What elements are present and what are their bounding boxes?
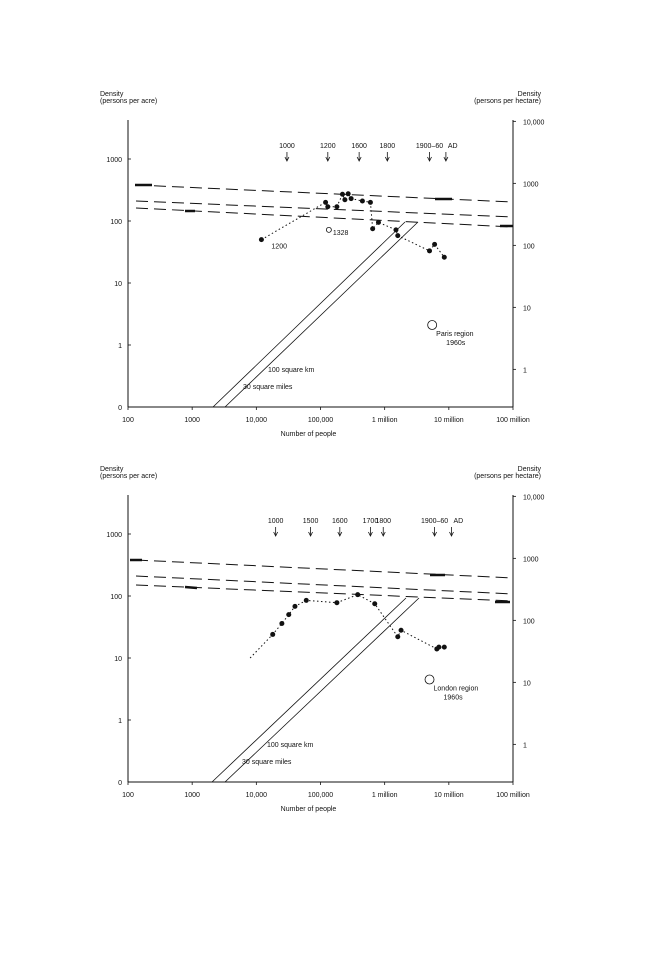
data-point	[342, 197, 347, 202]
date-label-ad: AD	[447, 143, 458, 150]
y-axis-left-label: Density	[100, 466, 124, 473]
x-tick-label: 100	[122, 417, 134, 424]
y-axis-left-unit: (persons per acre)	[100, 98, 158, 105]
y-right-tick-label: 1	[523, 367, 527, 375]
data-point	[340, 192, 345, 197]
x-tick-label: 1 million	[371, 792, 398, 799]
x-tick-label: 100 million	[496, 417, 530, 424]
data-point	[325, 204, 330, 209]
x-tick-label: 100,000	[307, 792, 334, 799]
y-axis-right-label: Density	[517, 466, 541, 473]
density-dashed-line	[136, 560, 513, 578]
density-dashed-line	[136, 185, 513, 202]
x-tick-label: 1000	[184, 792, 200, 799]
data-point	[395, 233, 400, 238]
y-left-tick-label: 10	[114, 656, 122, 663]
data-point	[334, 204, 339, 209]
date-label: 1900–60	[420, 518, 449, 525]
x-tick-label: 10,000	[245, 417, 268, 424]
data-point	[436, 645, 441, 650]
y-axis-right-label: Density	[517, 91, 541, 98]
y-right-tick-label: 10	[523, 305, 531, 313]
y-axis-right-unit: (persons per hectare)	[474, 473, 541, 480]
data-point	[368, 200, 373, 205]
data-point	[370, 226, 375, 231]
y-right-tick-label: 1000	[523, 556, 539, 564]
area-label-100-sq-km: 100 square km	[267, 742, 314, 749]
y-right-tick-label: 1	[523, 742, 527, 750]
y-axis-left-label: Density	[100, 91, 124, 98]
y-left-tick-label: 1000	[106, 532, 122, 539]
region-marker	[428, 321, 437, 330]
region-year: 1960s	[446, 340, 466, 348]
x-tick-label: 1000	[184, 417, 200, 424]
x-tick-label: 10 million	[434, 417, 464, 424]
y-right-tick-label: 100	[523, 243, 535, 251]
x-tick-label: 100	[122, 792, 134, 799]
data-point	[304, 598, 309, 603]
data-point	[292, 604, 297, 609]
date-label-ad: AD	[453, 518, 464, 525]
date-label: 1000	[279, 143, 295, 150]
data-point	[279, 621, 284, 626]
density-dashed-line	[136, 576, 513, 594]
data-point	[270, 632, 275, 637]
data-point	[259, 237, 264, 242]
y-axis-right-unit: (persons per hectare)	[474, 98, 541, 105]
x-tick-label: 10,000	[245, 792, 268, 799]
y-left-tick-label: 1	[118, 718, 122, 725]
y-right-tick-label: 10,000	[523, 119, 545, 127]
density-marker-bar	[185, 587, 197, 588]
region-label: Paris region	[436, 331, 474, 339]
area-label-30-sq-miles: 30 square miles	[243, 384, 293, 391]
x-tick-label: 1 million	[371, 417, 398, 424]
x-axis-label: Number of people	[280, 806, 337, 813]
data-point	[393, 227, 398, 232]
data-point	[349, 196, 354, 201]
open-marker-1328	[326, 227, 331, 232]
paris-chart-panel	[100, 91, 545, 438]
date-label: 1200	[320, 143, 336, 150]
data-point	[372, 601, 377, 606]
trend-dotted-line	[261, 194, 444, 258]
area-line-100-sq-km	[212, 598, 406, 782]
data-point	[376, 220, 381, 225]
y-left-tick-label: 1	[118, 343, 122, 350]
date-label: 1800	[379, 143, 396, 150]
area-line-30-sq-miles	[225, 222, 418, 407]
data-point	[442, 645, 447, 650]
area-label-100-sq-km: 100 square km	[268, 367, 315, 374]
y-right-tick-label: 1000	[523, 181, 539, 189]
y-right-tick-label: 100	[523, 618, 535, 626]
area-line-100-sq-km	[213, 222, 405, 407]
y-right-tick-label: 10,000	[523, 494, 545, 502]
annotation-1200: 1200	[271, 243, 287, 251]
date-label: 1600	[332, 518, 348, 525]
y-left-tick-label: 100	[110, 219, 122, 226]
y-right-tick-label: 10	[523, 680, 531, 688]
data-point	[355, 592, 360, 597]
data-point	[323, 200, 328, 205]
y-left-tick-label: 0	[118, 780, 122, 787]
annotation-1328: 1328	[332, 229, 349, 237]
date-label: 1700	[362, 518, 379, 525]
area-label-30-sq-miles: 30 square miles	[242, 759, 292, 766]
data-point	[334, 600, 339, 605]
data-point	[427, 248, 432, 253]
y-left-tick-label: 100	[110, 594, 122, 601]
data-point	[286, 612, 291, 617]
region-marker	[425, 675, 434, 684]
x-axis-label: Number of people	[280, 431, 337, 438]
date-label: 1600	[351, 143, 367, 150]
data-point	[399, 628, 404, 633]
date-label: 1800	[375, 518, 392, 525]
date-label: 1500	[302, 518, 319, 525]
data-point	[395, 634, 400, 639]
date-label: 1900–60	[415, 143, 444, 150]
x-tick-label: 100 million	[496, 792, 530, 799]
data-point	[432, 242, 437, 247]
region-year: 1960s	[443, 694, 463, 702]
y-left-tick-label: 10	[114, 281, 122, 288]
date-label: 1000	[267, 518, 284, 525]
x-tick-label: 100,000	[307, 417, 334, 424]
data-point	[442, 255, 447, 260]
data-point	[360, 199, 365, 204]
y-axis-left-unit: (persons per acre)	[100, 473, 158, 480]
x-tick-label: 10 million	[434, 792, 464, 799]
london-chart-panel	[100, 466, 545, 813]
data-point	[346, 191, 351, 196]
region-label: London region	[433, 685, 479, 693]
trend-dotted-line	[250, 595, 444, 658]
y-left-tick-label: 0	[118, 405, 122, 412]
y-left-tick-label: 1000	[106, 157, 122, 164]
